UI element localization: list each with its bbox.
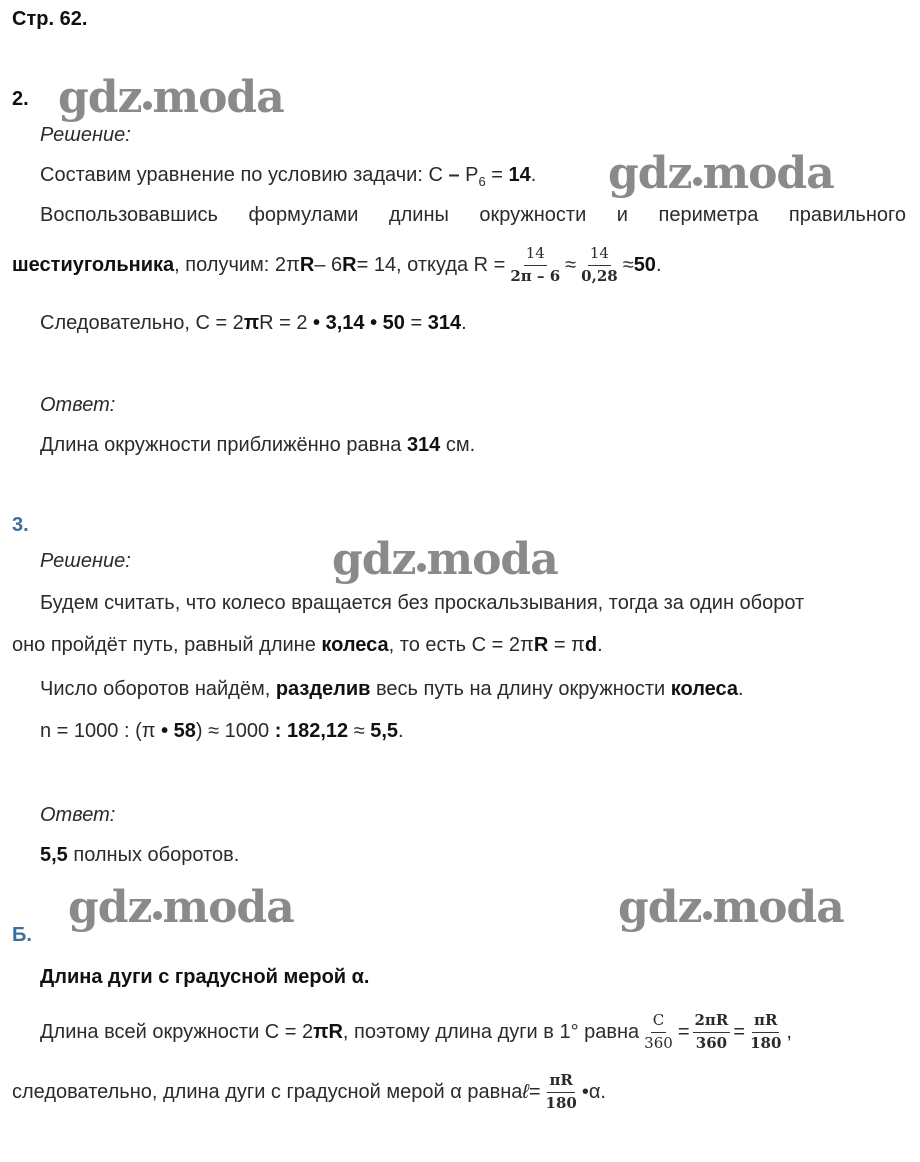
solution-label: Решение:	[40, 550, 131, 572]
answer-label: Ответ:	[40, 394, 116, 416]
watermark: gdz moda	[618, 882, 844, 933]
watermark: gdz moda	[332, 534, 558, 585]
fraction: $\frac{2\pi R}{360}$	[694, 1011, 729, 1052]
task3-line3: Число оборотов найдём, разделив весь путь на длину окружности колеса.	[40, 678, 744, 700]
task2-line3: шестиугольника , получим: 2π R – 6 R = 14, откуда R = $\frac{14}{2\pi - 6}$ ≈ $\frac{14}{0,28}$ ≈ 50 .	[12, 244, 662, 285]
fraction: $\frac{14}{2\pi - 6}$	[510, 244, 561, 285]
answer-label: Ответ:	[40, 804, 116, 826]
task3-line4: n = 1000 : (π • 58) ≈ 1000 : 182,12 ≈ 5,5.	[40, 720, 404, 742]
watermark: gdz moda	[608, 148, 834, 199]
fraction: $\frac{\pi R}{180}$	[545, 1071, 577, 1112]
task-number-2: 2.	[12, 88, 29, 110]
section-heading: Длина дуги с градусной мерой α.	[40, 966, 370, 988]
task3-answer: 5,5 полных оборотов.	[40, 844, 240, 866]
section-label-b: Б.	[12, 924, 32, 946]
task2-line2: Воспользовавшись формулами длины окружности и периметра правильного	[40, 204, 906, 226]
fraction: $\frac{\pi R}{180}$	[750, 1011, 782, 1052]
task3-line2: оно пройдёт путь, равный длине колеса, то есть C = 2πR = πd.	[12, 634, 603, 656]
solution-label: Решение:	[40, 124, 131, 146]
section-b-line2: следовательно, длина дуги с градусной мерой α равна ℓ = $\frac{\pi R}{180}$ • α .	[12, 1071, 606, 1112]
task2-line1: Составим уравнение по условию задачи: $C - P_6 = 14$.	[40, 164, 537, 189]
watermark: gdz moda	[58, 72, 284, 123]
task3-line1: Будем считать, что колесо вращается без проскальзывания, тогда за один оборот	[40, 592, 805, 614]
watermark: gdz moda	[68, 882, 294, 933]
task2-answer: Длина окружности приближённо равна 314 см.	[40, 434, 476, 456]
section-b-line1: Длина всей окружности C = 2 πR , поэтому длина дуги в 1° равна $\frac{C}{360}$ = $\frac{2\pi R}{360}$ = $\frac{\pi R}{180}$ ,	[40, 1011, 792, 1052]
task-number-3: 3.	[12, 514, 29, 536]
task2-line4: Следовательно, C = 2πR = 2 • 3,14 • 50 = 314.	[40, 312, 467, 334]
page-number: Стр. 62.	[12, 8, 88, 30]
fraction: $\frac{C}{360}$	[644, 1011, 673, 1052]
fraction: $\frac{14}{0,28}$	[581, 244, 618, 285]
